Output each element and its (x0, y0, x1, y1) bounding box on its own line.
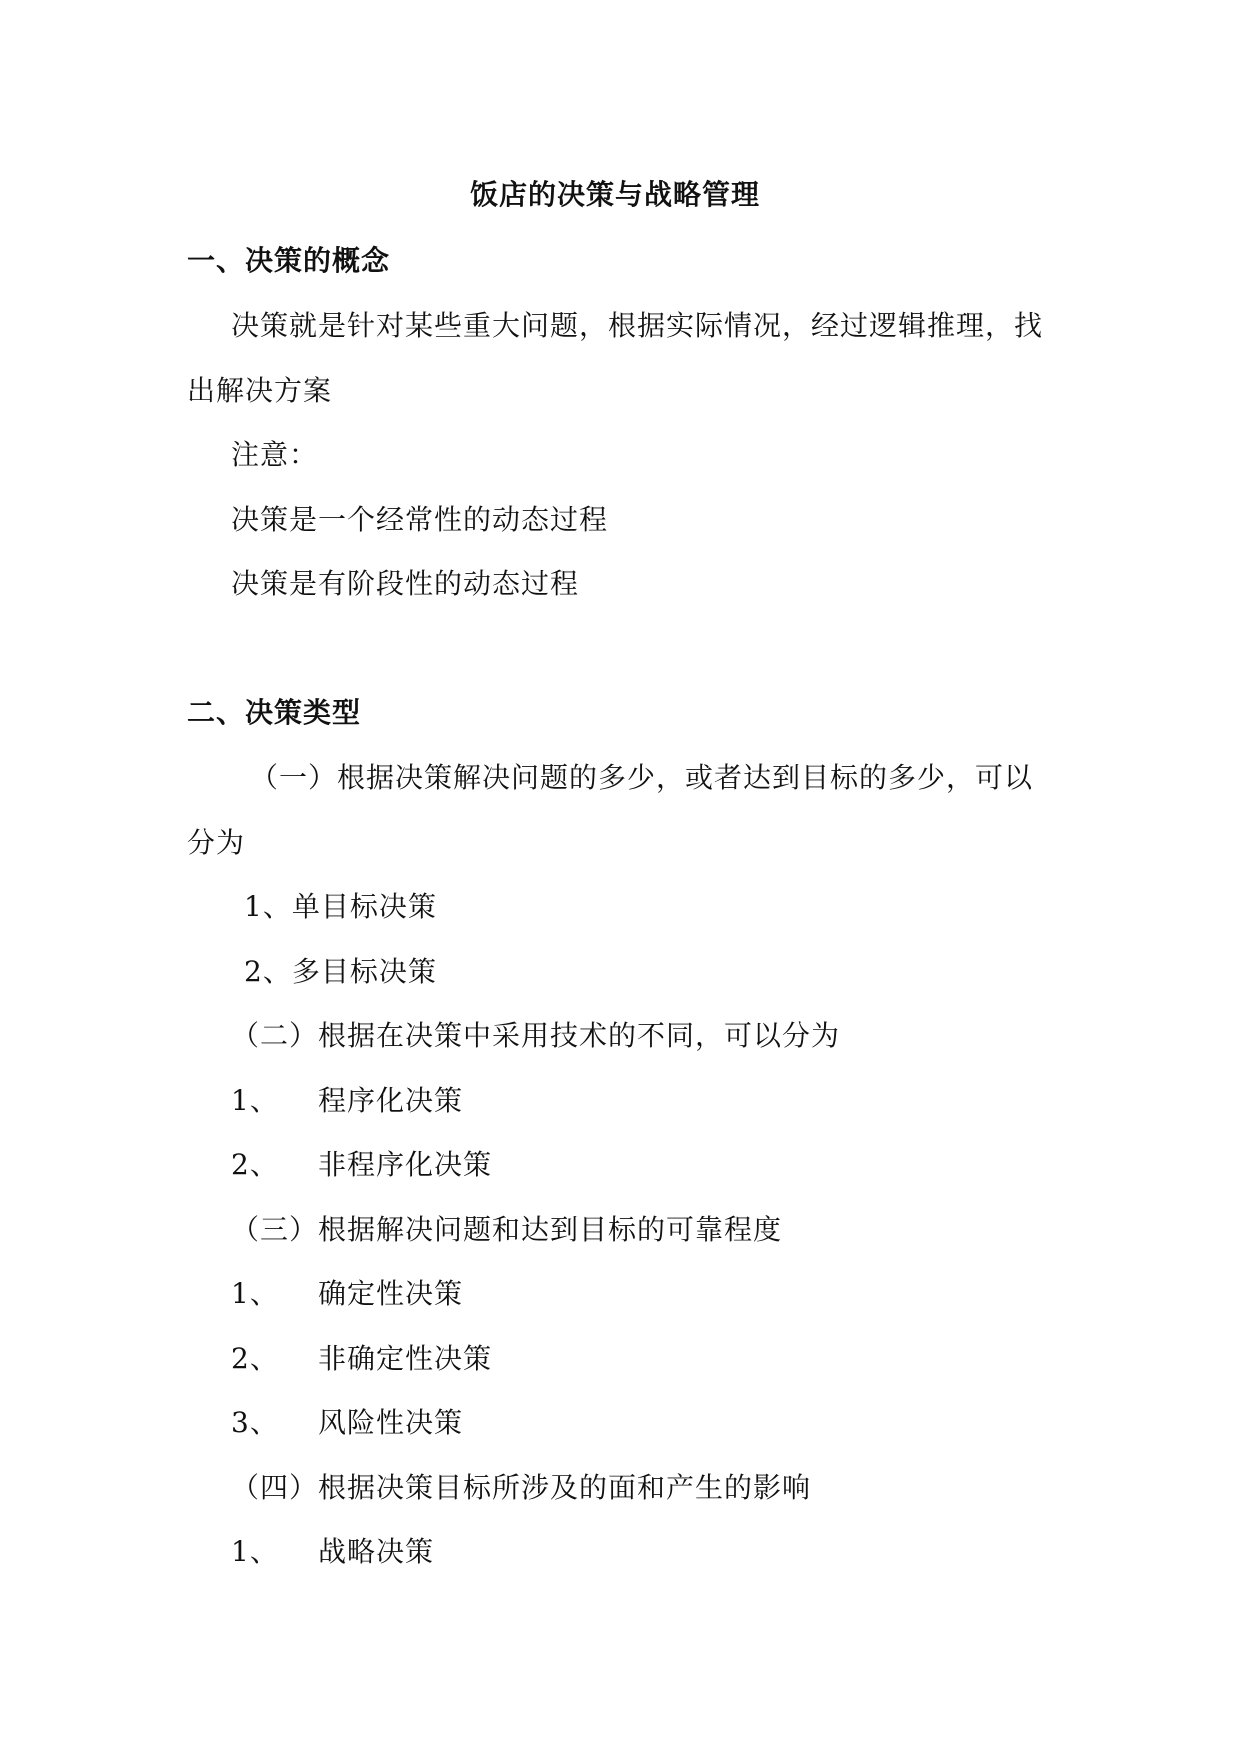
section-1-heading: 一、决策的概念 (187, 244, 391, 277)
list-number: 2、 (231, 1342, 279, 1375)
note-item-2: 决策是有阶段性的动态过程 (231, 567, 580, 600)
note-label: 注意： (231, 438, 319, 471)
group-3-item-2 (231, 1341, 492, 1377)
group-4-heading: （四）根据决策目标所涉及的面和产生的影响 (231, 1471, 812, 1504)
definition-line-1: 决策就是针对某些重大问题，根据实际情况，经过逻辑推理，找 (231, 309, 1044, 342)
group-2-item-2 (231, 1147, 492, 1183)
list-text: 确定性决策 (318, 1277, 464, 1310)
group-1-item-2: 2、多目标决策 (244, 955, 437, 988)
list-text: 非确定性决策 (318, 1342, 493, 1375)
list-text: 风险性决策 (318, 1406, 464, 1439)
list-text: 战略决策 (318, 1535, 435, 1568)
group-3-heading: （三）根据解决问题和达到目标的可靠程度 (231, 1213, 783, 1246)
list-text: 程序化决策 (318, 1084, 464, 1117)
section-2-heading: 二、决策类型 (187, 696, 362, 729)
group-1-item-1: 1、单目标决策 (244, 890, 437, 923)
definition-line-2: 出解决方案 (187, 374, 333, 407)
document-title: 饭店的决策与战略管理 (470, 178, 761, 211)
note-item-1: 决策是一个经常性的动态过程 (231, 503, 609, 536)
list-number: 3、 (231, 1406, 279, 1439)
list-text: 非程序化决策 (318, 1148, 493, 1181)
list-number: 2、 (231, 1148, 279, 1181)
group-4-item-1 (231, 1534, 434, 1570)
group-2-heading: （二）根据在决策中采用技术的不同，可以分为 (231, 1019, 841, 1052)
group-3-item-3 (231, 1405, 463, 1441)
list-number: 1、 (231, 1084, 279, 1117)
group-1-line-2: 分为 (187, 826, 246, 859)
list-number: 1、 (231, 1277, 279, 1310)
group-1-line-1: （一）根据决策解决问题的多少，或者达到目标的多少，可以 (250, 761, 1034, 794)
list-number: 1、 (231, 1535, 279, 1568)
group-2-item-1 (231, 1083, 463, 1119)
group-3-item-1 (231, 1276, 463, 1312)
